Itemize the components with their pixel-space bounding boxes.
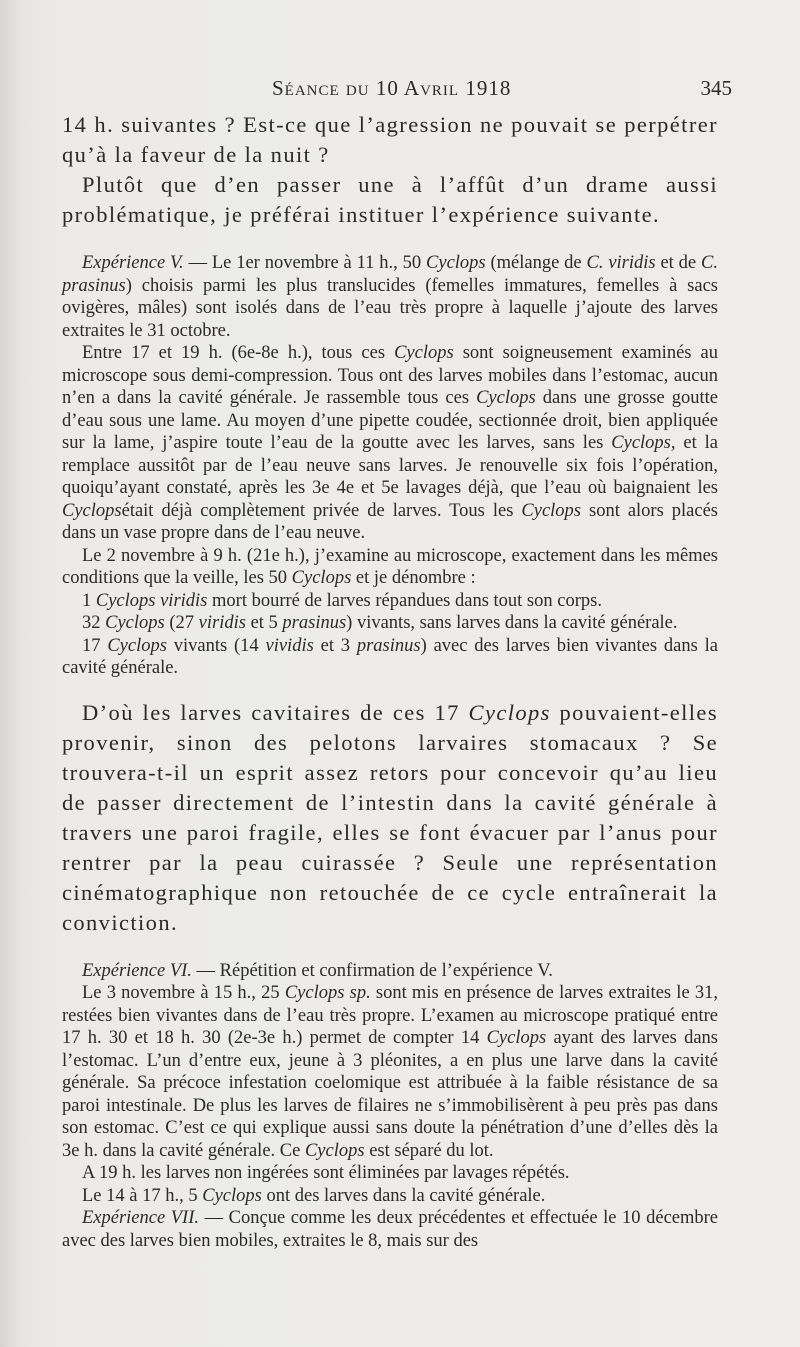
paragraph-1: 14 h. suivantes ? Est-ce que l’agression ne pouvait se perpétrer qu’à la faveur de la nuit ? — [62, 112, 718, 167]
result-item-2: 32 Cyclops (27 viridis et 5 prasinus) vivants, sans larves dans la cavité générale. — [82, 613, 678, 633]
page-number: 345 — [700, 76, 732, 100]
experience-6-procedure: Le 3 novembre à 15 h., 25 Cyclops sp. sont mis en présence de larves extraites le 31, restées bien vivantes dans de l’eau très propre. L’examen au microscope pratiqué entre 17 h. 30 et 18 h. 30 (2e-3e h.) permet de compter 14 Cyclops ayant des larves dans l’estomac. L’un d’entre eux, jeune à 3 pléonites, a en plus une larve dans la cavité générale. Sa précoce infestation coelomique est attribuée à la faible résistance de sa paroi intestinale. De plus les larves de filaires ne s’immobilisèrent à peu près pas dans son estomac. C’est ce qui explique aussi sans doute la pénétration d’une d’elles dès la 3e h. dans la cavité générale. Ce Cyclops est séparé du lot. — [62, 983, 718, 1161]
running-title: Séance du 10 Avril 1918 — [272, 76, 512, 100]
experience-6-intro: Expérience VI. — Répétition et confirmation de l’expérience V. — [82, 960, 553, 981]
experience-5-label: Expérience V. — [82, 253, 184, 273]
page-header — [62, 76, 732, 110]
experience-6-washing: A 19 h. les larves non ingérées sont éliminées par lavages répétés. — [82, 1163, 570, 1183]
experience-6-result: Le 14 à 17 h., 5 Cyclops ont des larves dans la cavité générale. — [82, 1185, 546, 1206]
experience-7-intro: Expérience VII. — Conçue comme les deux précédentes et effectuée le 10 décembre avec des larves bien mobiles, extraites le 8, mais sur des — [62, 1208, 719, 1251]
experience-5-intro: Expérience V. — Le 1er novembre à 11 h., 50 Cyclops (mélange de C. viridis et de C. prasinus) choisis parmi les plus translucides (femelles immatures, femelles à sacs ovigères, mâles) sont isolés dans de l’eau très propre à laquelle j’ajoute des larves extraites le 31 octobre. — [62, 253, 718, 341]
paragraph-2: Plutôt que d’en passer une à l’affût d’un drame aussi problématique, je préférai instituer l’expérience suivante. — [62, 172, 718, 227]
experience-5-result-intro: Le 2 novembre à 9 h. (21e h.), j’examine au microscope, exactement dans les mêmes conditions que la veille, les 50 Cyclops et je dénombre : — [62, 545, 718, 588]
experience-6-label: Expérience VI. — [82, 960, 192, 981]
result-item-1: 1 Cyclops viridis mort bourré de larves répandues dans tout son corps. — [82, 590, 602, 611]
experience-5-procedure: Entre 17 et 19 h. (6e-8e h.), tous ces Cyclops sont soigneusement examinés au microscope sous demi-compression. Tous ont des larves mobiles dans l’estomac, aucun n’en a dans la cavité générale. Je rassemble tous ces Cyclops dans une grosse goutte d’eau sous une lame. Au moyen d’une pipette coudée, sectionnée droit, bien appliquée sur la lame, j’aspire toute l’eau de la goutte avec les larves, sans les Cyclops, et la remplace aussitôt par de l’eau neuve sans larves. Je renouvelle six fois l’opération, quoiqu’ayant constaté, après les 3e 4e et 5e lavages déjà, que l’eau où baignaient les Cyclopsétait déjà complètement privée de larves. Tous les Cyclops sont alors placés dans un vase propre dans de l’eau neuve. — [62, 343, 719, 543]
experience-7-label: Expérience VII. — [82, 1208, 200, 1228]
paragraph-3: D’où les larves cavitaires de ces 17 Cyclops pouvaient-elles provenir, sinon des pelotons larvaires stomacaux ? Se trouvera-t-il un esprit assez retors pour concevoir qu’au lieu de passer directement de l’intestin dans la cavité générale à travers une paroi fragile, elles se font évacuer par l’anus pour rentrer par la peau cuirassée ? Seule une représentation cinématographique non retouchée de ce cycle entraînerait la conviction. — [62, 699, 718, 935]
result-item-3: 17 Cyclops vivants (14 vividis et 3 prasinus) avec des larves bien vivantes dans la cavité générale. — [62, 635, 718, 678]
